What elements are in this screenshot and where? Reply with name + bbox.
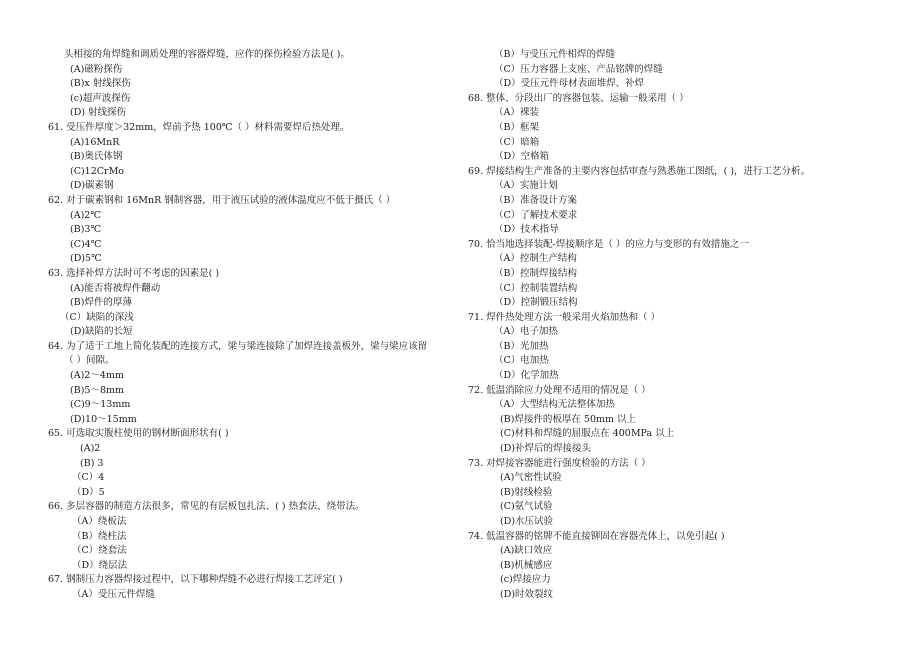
text-line: （B）绕柱法 [72,530,127,542]
text-line: （B）光加热 [494,340,549,352]
text-line: （B）与受压元件相焊的焊缝 [494,49,615,60]
text-line: (C)氨气试验 [500,501,553,513]
question-stem: 71. 焊件热处理方法一般采用火焰加热和（ ） [468,311,661,323]
text-line: （A）大型结构无法整体加热 [494,399,615,411]
question-stem: 67. 钢制压力容器焊接过程中，以下哪种焊缝不必进行焊接工艺评定( ) [48,574,343,586]
text-line: (B)射线检验 [500,486,553,498]
question-stem: 66. 多层容器的制造方法很多，常见的有层板包扎法、( ) 热套法、绕带法。 [48,501,365,513]
text-line: （A）受压元件焊缝 [72,588,155,600]
text-line: (D) 射线探伤 [70,107,127,119]
text-line: （D）控制锻压结构 [494,297,578,309]
left-column [48,48,448,603]
text-line: (C)9～13mm [70,399,131,411]
question-stem: 62. 对于碳素钢和 16MnR 钢制容器，用于液压试验的液体温度应不低于摄氏（ ） [48,194,396,206]
question-stem: 64. 为了适于工地上简化装配的连接方式，梁与梁连接除了加焊连接盖板外，梁与梁应该留 [48,340,428,352]
text-line: （B）控制焊接结构 [494,267,577,279]
text-line: （ ）间隙。 [64,355,115,367]
text-line: （B）准备设计方案 [494,194,577,206]
text-line: (D)时效裂纹 [500,588,554,600]
text-line: (A)2℃ [70,209,101,221]
text-line: (B)机械感应 [500,559,553,571]
text-line: （A）绕板法 [72,516,127,527]
text-line: 头相接的角焊缝和调质处理的容器焊缝，应作的探伤检验方法是( )。 [64,49,350,60]
text-line: (c)焊接应力 [500,574,551,586]
text-line: (D)碳素钢 [70,180,114,192]
text-line: (C)4℃ [70,238,102,250]
text-line: (A)缺口效应 [500,545,553,557]
text-line: （D）化学加热 [494,370,559,382]
text-line: （A）实施计划 [494,180,558,192]
text-line: (A)2 [80,443,101,455]
text-line: (B)5～8mm [70,384,124,396]
text-line: （C）控制装置结构 [494,282,578,294]
question-stem: 72. 低温消除应力处理不适用的情况是（ ） [468,384,651,396]
question-stem: 61. 受压件厚度＞32mm，焊前予热 100℃（ ）材料需要焊后热处理。 [48,121,350,133]
text-line: (D)水压试验 [500,516,554,527]
text-line: (A)磁粉探伤 [70,63,123,75]
text-line: (D)补焊后的焊接接头 [500,443,592,455]
text-line: （A）裸装 [494,107,539,119]
text-line: （A）控制生产结构 [494,253,577,265]
text-line: （D）技术指导 [494,224,559,236]
text-line: （D）受压元件母材表面堆焊、补焊 [494,78,645,90]
text-line: (C)12CrMo [70,165,125,177]
text-line: （A）电子加热 [494,326,558,338]
text-line: (A)2～4mm [70,370,124,382]
text-line: （D）空格箱 [494,151,550,163]
right-column [468,48,888,603]
text-line: (B)焊件的厚薄 [70,297,132,309]
question-stem: 68. 整体、分段出厂的容器包装、运输一般采用（ ） [468,92,689,104]
question-stem: 65. 可选取实腹柱使用的钢材断面形状有( ) [48,428,229,440]
text-line: (B)焊接件的板厚在 50mm 以上 [500,413,637,425]
text-line: (B) 3 [80,457,104,469]
question-stem: 73. 对焊接容器能进行强度检验的方法（ ） [468,457,651,469]
text-line: （C）缺陷的深浅 [60,311,134,323]
question-stem: 63. 选择补焊方法时可不考虑的因素是( ) [48,267,220,279]
text-line: （D）5 [72,486,105,498]
text-line: （C）压力容器上支座、产品铭牌的焊缝 [494,63,663,75]
text-line: (A)16MnR [70,136,120,148]
text-line: (D)5℃ [70,253,102,265]
text-line: (B)x 射线探伤 [70,78,131,90]
text-line: （D）绕层法 [72,559,128,571]
text-line: （C）了解技术要求 [494,209,578,221]
text-line: （C）电加热 [494,355,549,367]
text-line: (B)奥氏体钢 [70,151,123,163]
text-line: (D)10～15mm [70,413,137,425]
text-line: （C）绕套法 [72,545,127,557]
question-stem: 69. 焊接结构生产准备的主要内容包括审查与熟悉施工图纸，( )，进行工艺分析。 [468,165,811,177]
text-line: （B）框架 [494,121,539,133]
text-line: (C)材料和焊缝的屈服点在 400MPa 以上 [500,428,675,440]
question-stem: 74. 低温容器的铭牌不能直接铆固在容器壳体上，以免引起( ) [468,530,725,542]
text-line: (A)能否将被焊件翻动 [70,282,161,294]
text-line: （C）4 [72,472,105,484]
text-line: (D)缺陷的长短 [70,326,133,338]
question-stem: 70. 恰当地选择装配-焊接顺序是（ ）的应力与变形的有效措施之一 [468,238,749,250]
text-line: (A)气密性试验 [500,472,562,484]
text-line: (c)超声波探伤 [70,92,131,104]
text-line: (B)3℃ [70,224,102,236]
text-line: （C）暗箱 [494,136,540,148]
